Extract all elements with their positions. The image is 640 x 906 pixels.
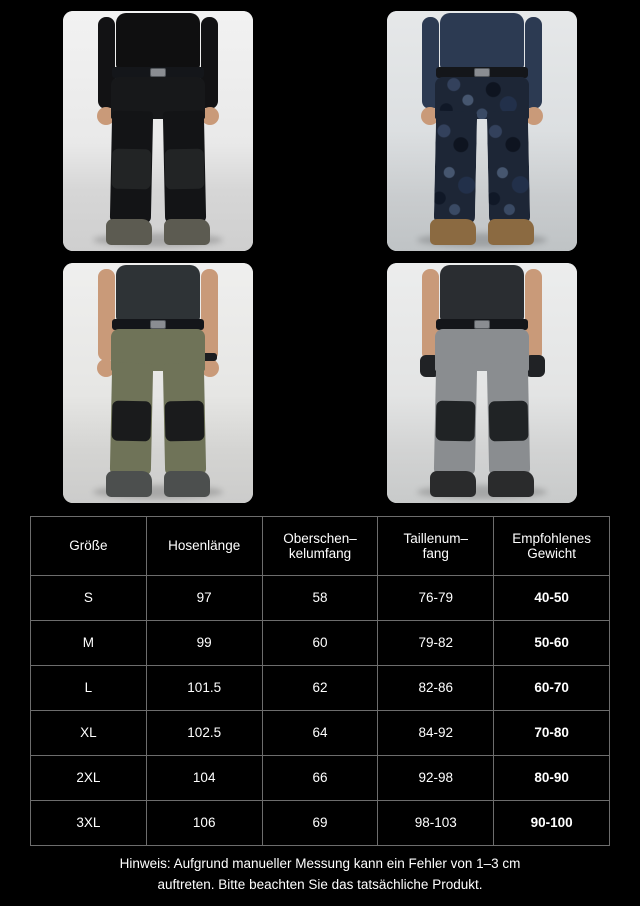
cell-weight: 80-90 <box>494 756 610 801</box>
cell-weight: 70-80 <box>494 711 610 756</box>
cell-length: 99 <box>146 621 262 666</box>
cell-length: 106 <box>146 801 262 846</box>
column-header-recommended-weight: Empfohlenes Gewicht <box>494 517 610 576</box>
photo-grey-tactical-pants[interactable] <box>387 263 577 503</box>
cell-weight: 40-50 <box>494 576 610 621</box>
cell-waist: 82-86 <box>378 666 494 711</box>
cell-weight: 50-60 <box>494 621 610 666</box>
model-figure <box>63 263 253 503</box>
column-header-thigh-circumference: Oberschen– kelumfang <box>262 517 378 576</box>
table-row <box>31 621 610 666</box>
column-header-pant-length: Hosenlänge <box>146 517 262 576</box>
table-row <box>31 756 610 801</box>
size-table-head <box>31 517 610 576</box>
cell-size: L <box>31 666 147 711</box>
column-header-size: Größe <box>31 517 147 576</box>
cell-thigh: 66 <box>262 756 378 801</box>
size-table-body <box>31 576 610 846</box>
table-row <box>31 801 610 846</box>
measurement-note <box>0 846 640 906</box>
cell-size: 3XL <box>31 801 147 846</box>
photo-green-tactical-pants[interactable] <box>63 263 253 503</box>
measurement-note-line-1: Hinweis: Aufgrund manueller Messung kann ein Fehler von 1–3 cm <box>119 856 521 871</box>
cell-waist: 98-103 <box>378 801 494 846</box>
model-figure <box>387 11 577 251</box>
cell-weight: 60-70 <box>494 666 610 711</box>
cell-size: M <box>31 621 147 666</box>
cell-size: S <box>31 576 147 621</box>
cell-thigh: 64 <box>262 711 378 756</box>
cell-waist: 76-79 <box>378 576 494 621</box>
cell-length: 101.5 <box>146 666 262 711</box>
table-row <box>31 711 610 756</box>
cell-length: 97 <box>146 576 262 621</box>
table-header-row <box>31 517 610 576</box>
cell-weight: 90-100 <box>494 801 610 846</box>
model-figure <box>387 263 577 503</box>
model-figure <box>63 11 253 251</box>
cell-length: 102.5 <box>146 711 262 756</box>
cell-thigh: 62 <box>262 666 378 711</box>
table-row <box>31 576 610 621</box>
cell-thigh: 60 <box>262 621 378 666</box>
cell-size: 2XL <box>31 756 147 801</box>
cell-length: 104 <box>146 756 262 801</box>
cell-size: XL <box>31 711 147 756</box>
photo-black-tactical-pants[interactable] <box>63 11 253 251</box>
cell-waist: 79-82 <box>378 621 494 666</box>
size-table-container <box>0 510 640 846</box>
cell-thigh: 69 <box>262 801 378 846</box>
cell-thigh: 58 <box>262 576 378 621</box>
photo-camo-tactical-pants[interactable] <box>387 11 577 251</box>
measurement-note-line-2: auftreten. Bitte beachten Sie das tatsächliche Produkt. <box>157 876 483 892</box>
cell-waist: 84-92 <box>378 711 494 756</box>
size-table <box>30 516 610 846</box>
cell-waist: 92-98 <box>378 756 494 801</box>
table-row <box>31 666 610 711</box>
column-header-waist-circumference: Taillenum– fang <box>378 517 494 576</box>
